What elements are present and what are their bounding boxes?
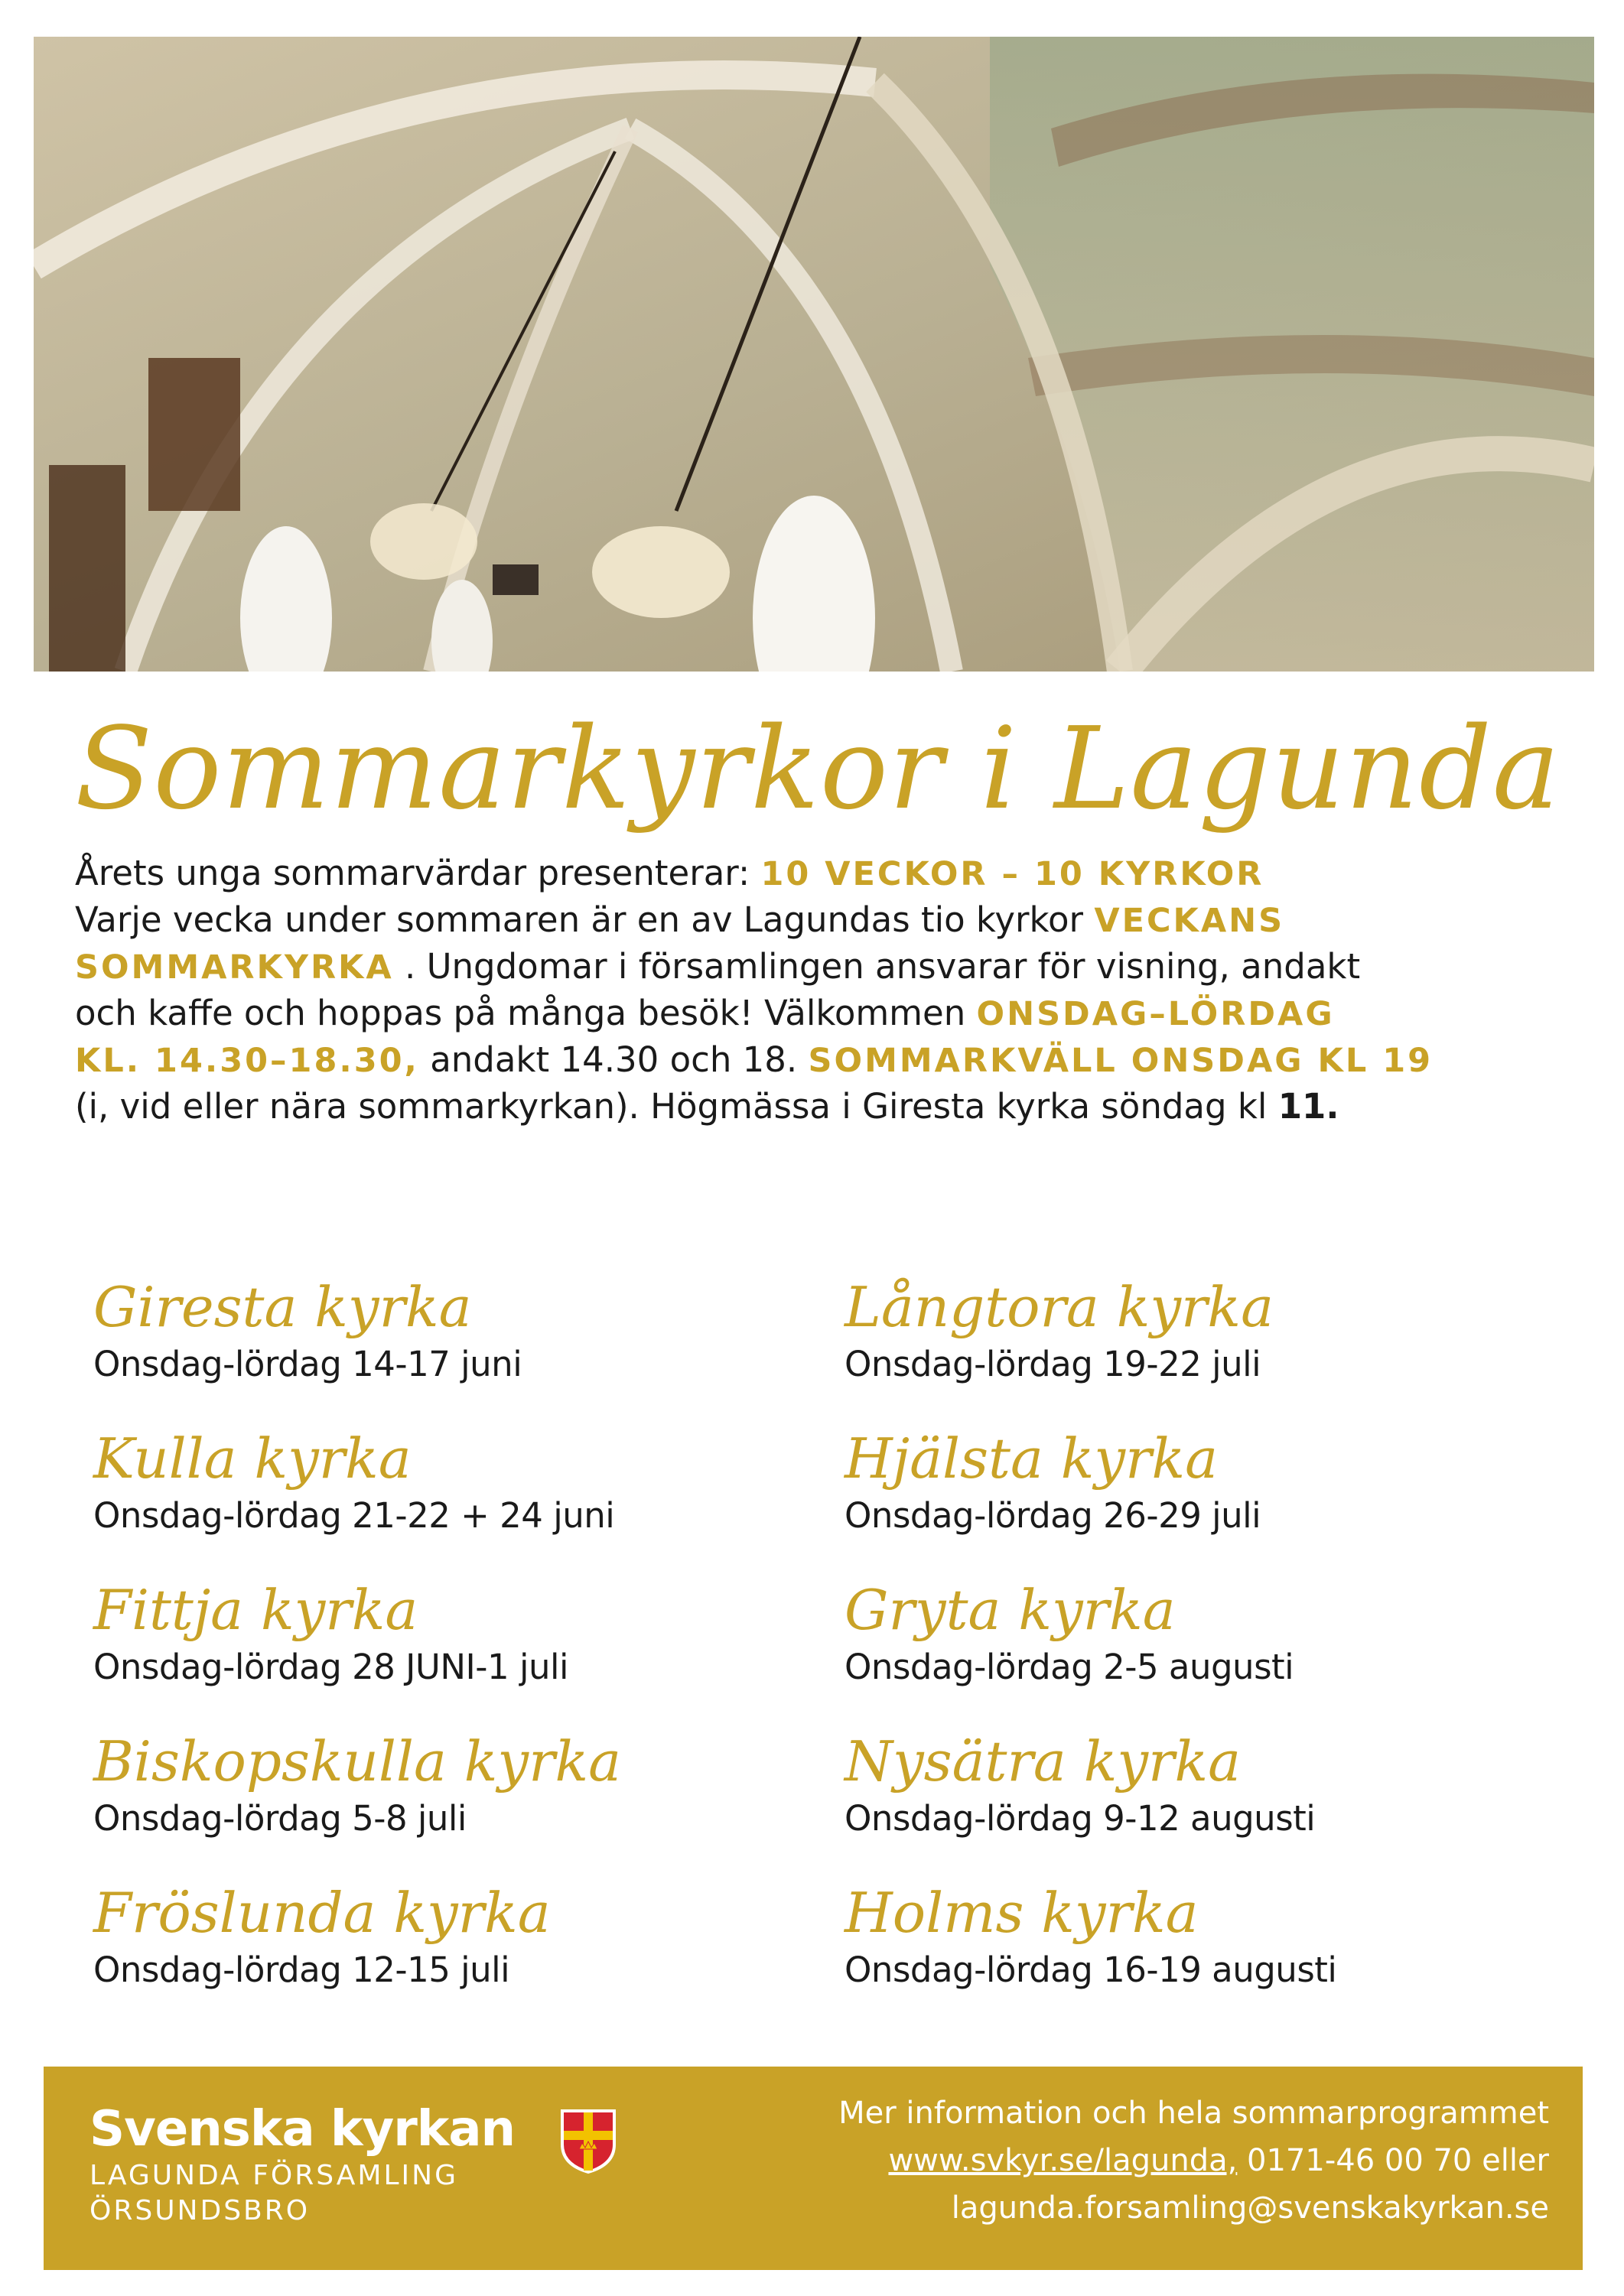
highlight-veckans: VECKANS	[1094, 902, 1285, 940]
parish-town: ÖRSUNDSBRO	[89, 2195, 311, 2226]
intro-paragraph	[75, 850, 1574, 1129]
church-name: Fittja kyrka	[93, 1578, 418, 1642]
footer-banner	[44, 2067, 1583, 2270]
parish-name: LAGUNDA FÖRSAMLING	[89, 2160, 458, 2191]
intro-line-1: Årets unga sommarvärdar presenterar: 10 VECKOR – 10 KYRKOR	[75, 853, 1264, 893]
church-vault-photo	[34, 37, 1594, 672]
church-entry	[93, 1425, 812, 1576]
highlight-evening: SOMMARKVÄLL ONSDAG KL 19	[808, 1042, 1434, 1080]
contact-info	[708, 2089, 1549, 2232]
church-entry	[93, 1728, 812, 1879]
hero-image	[34, 37, 1594, 672]
highlight-sommarkyrka: SOMMARKYRKA	[75, 948, 394, 987]
church-entry	[845, 1728, 1564, 1879]
church-dates: Onsdag-lördag 19-22 juli	[845, 1344, 1261, 1384]
church-dates: Onsdag-lördag 26-29 juli	[845, 1495, 1261, 1536]
brand-name: Svenska kyrkan	[89, 2101, 516, 2158]
page-title: Sommarkyrkor i Lagunda	[75, 703, 1561, 834]
church-dates: Onsdag-lördag 28 JUNI-1 juli	[93, 1647, 568, 1687]
church-entry	[93, 1576, 812, 1728]
church-name: Giresta kyrka	[93, 1275, 472, 1339]
highlight-hours: KL. 14.30–18.30,	[75, 1042, 419, 1080]
church-name: Nysätra kyrka	[845, 1729, 1241, 1794]
info-line-2	[708, 2137, 1549, 2184]
highlight-days: ONSDAG–LÖRDAG	[976, 995, 1335, 1033]
church-list-left	[93, 1273, 812, 2031]
email-link[interactable]: lagunda.forsamling@svenskakyrkan.se	[951, 2190, 1549, 2226]
church-name: Holms kyrka	[845, 1881, 1199, 1945]
church-entry	[845, 1425, 1564, 1576]
church-dates: Onsdag-lördag 21-22 + 24 juni	[93, 1495, 615, 1536]
church-entry	[845, 1879, 1564, 2031]
church-entry	[845, 1273, 1564, 1425]
church-name: Hjälsta kyrka	[845, 1426, 1219, 1491]
church-name: Biskopskulla kyrka	[93, 1729, 622, 1794]
church-list-right	[845, 1273, 1564, 2031]
intro-line-2: Varje vecka under sommaren är en av Lagundas tio kyrkor VECKANS	[75, 899, 1285, 940]
church-dates: Onsdag-lördag 2-5 augusti	[845, 1647, 1294, 1687]
church-name: Gryta kyrka	[845, 1578, 1176, 1642]
intro-line-4: och kaffe och hoppas på många besök! Välkommen ONSDAG–LÖRDAG	[75, 993, 1335, 1033]
church-dates: Onsdag-lördag 9-12 augusti	[845, 1798, 1316, 1839]
church-dates: Onsdag-lördag 14-17 juni	[93, 1344, 522, 1384]
mass-time: 11.	[1277, 1086, 1339, 1127]
svenska-kyrkan-cross-crown-icon	[558, 2106, 619, 2175]
church-name: Långtora kyrka	[845, 1275, 1274, 1339]
intro-line-6: (i, vid eller nära sommarkyrkan). Högmässa i Giresta kyrka söndag kl 11.	[75, 1086, 1339, 1127]
website-link[interactable]: www.svkyr.se/lagunda,	[888, 2143, 1238, 2178]
church-dates: Onsdag-lördag 5-8 juli	[93, 1798, 467, 1839]
church-dates: Onsdag-lördag 12-15 juli	[93, 1950, 510, 1990]
info-line-1: Mer information och hela sommarprogrammet	[838, 2096, 1549, 2131]
intro-line-5: KL. 14.30–18.30, andakt 14.30 och 18. SOMMARKVÄLL ONSDAG KL 19	[75, 1039, 1434, 1080]
intro-line-3: SOMMARKYRKA . Ungdomar i församlingen ansvarar för visning, andakt	[75, 946, 1361, 987]
church-entry	[845, 1576, 1564, 1728]
church-entry	[93, 1879, 812, 2031]
brand-block	[89, 2100, 671, 2229]
highlight-weeks: 10 VECKOR – 10 KYRKOR	[760, 855, 1264, 893]
church-name: Kulla kyrka	[93, 1426, 412, 1491]
church-dates: Onsdag-lördag 16-19 augusti	[845, 1950, 1337, 1990]
church-entry	[93, 1273, 812, 1425]
church-name: Fröslunda kyrka	[93, 1881, 551, 1945]
phone-text: 0171-46 00 70 eller	[1237, 2143, 1549, 2178]
